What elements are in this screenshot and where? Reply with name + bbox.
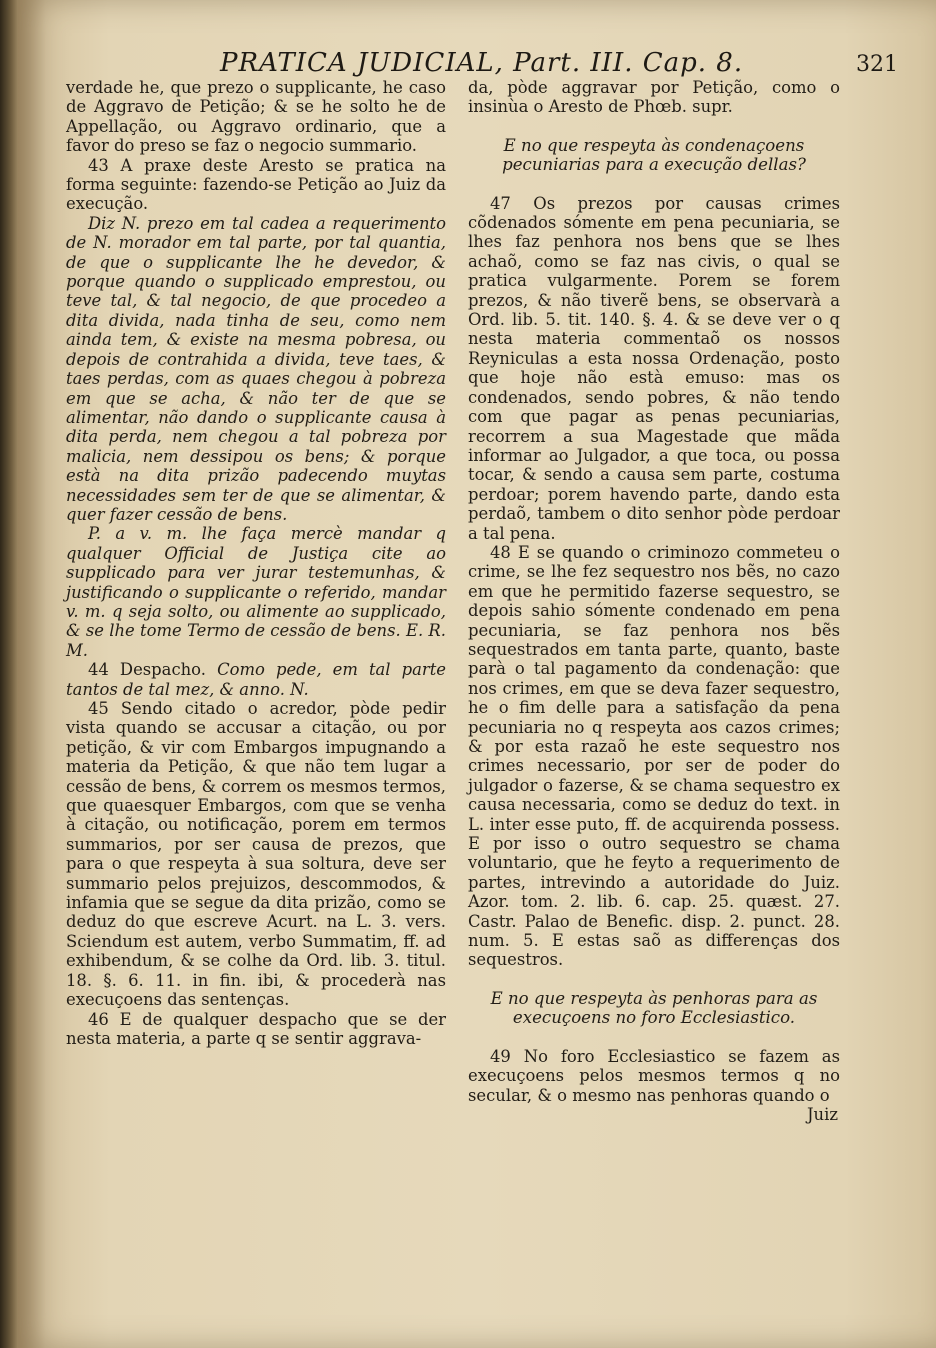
despacho-text: Como pede, em tal parte tantos de tal mez, & anno. N. bbox=[66, 660, 447, 699]
petition-text: Diz N. prezo em tal cadea a requerimento de N. morador em tal parte, por tal quantia, de que o supplicante lhe he devedor, & porque quando o supplicado emprestou, ou teve tal, & tal negocio, de que procedeo a dita divida, nada tinha de seu, como nem ainda tem, & existe na mesma pobresa, ou depois de contrahida a divida, teve taes, & taes perdas, com as quaes chegou à pobreza em que se acha, & não ter de que se alimentar, não dando o supplicante causa à dita perda, nem chegou a tal pobreza por malicia, nem dessipou os bens; & porque està na dita prizão padecendo muytas necessidades sem ter de que se alimentar, & quer fazer cessão de bens. bbox=[66, 213, 446, 524]
left-column bbox=[66, 78, 446, 1048]
paragraph-continuation-right: da, pòde aggravar por Petição, como o insinùa o Aresto de Phœb. supr. bbox=[468, 78, 840, 117]
paragraph-49: 49 No foro Ecclesiastico se fazem as execuçoens pelos mesmos termos q no secular, & o mesmo nas penhoras quando o bbox=[468, 1046, 840, 1105]
petition-request: P. a v. m. lhe faça mercè mandar q qualquer Official de Justiça cite ao supplicado para ver jurar testemunhas, & justificando o supplicante o referido, mandar v. m. q seja solto, ou alimente ao supplicado, & se lhe tome Termo de cessão de bens. E. R. M. bbox=[66, 524, 446, 660]
paragraph-47: 47 Os prezos por causas crimes cõdenados sómente em pena pecuniaria, se lhes faz penhora nos bens que se lhes achaõ, como se faz nas civis, o qual se pratica vulgarmente. Porem se forem prezos, & não tiverẽ bens, se observarà a Ord. lib. 5. tit. 140. §. 4. & se deve ver o q nesta materia commentaõ os nossos Reyniculas a esta nossa Ordenação, posto que hoje não està emuso: mas os condenados, sendo pobres, & não tendo com que pagar as penas pecuniarias, recorrem a sua Magestade que mãda informar ao Julgador, a que toca, ou possa tocar, & sendo a causa sem parte, costuma perdoar; porem havendo parte, dando esta perdaõ, tambem o dito senhor pòde perdoar a tal pena. bbox=[468, 193, 840, 543]
paragraph-44 bbox=[66, 660, 446, 699]
right-column bbox=[468, 78, 840, 1124]
page-number: 321 bbox=[856, 52, 898, 77]
paragraph-45: 45 Sendo citado o acredor, pòde pedir vista quando se accusar a citação, ou por petição, & vir com Embargos impugnando a materia da Petição, & que não tem lugar a cessão de bens, & correm os mesmos termos, que quaesquer Embargos, com que se venha à citação, ou notificação, porem em termos summarios, por ser causa de prezos, que para o que respeyta à sua soltura, deve ser summario pelos prejuizos, descommodos, & infamia que se segue da dita prizão, como se deduz do que escreve Acurt. na L. 3. vers. Sciendum est autem, verbo Summatim, ff. ad exhibendum, & se colhe da Ord. lib. 3. titul. 18. §. 6. 11. in fin. ibi, & procederà nas execuçoens das sentenças. bbox=[66, 699, 446, 1010]
paragraph-48: 48 E se quando o criminozo commeteu o crime, se lhe fez sequestro nos bẽs, no cazo em que he permitido fazerse sequestro, se depois sahio sómente condenado em pena pecuniaria, se faz penhora nos bẽs sequestrados em tanta parte, quanto, baste parà o tal pagamento da condenação: que nos crimes, em que se deva fazer sequestro, he o fim delle para a satisfação da pena pecuniaria no q respeyta aos cazos crimes; & por esta razaõ he este sequestro nos crimes necessario, por ser de poder do julgador o fazerse, & se chama sequestro ex causa necessaria, como se deduz do text. in L. inter esse puto, ff. de acquirenda possess. E por isso o outro sequestro se chama voluntario, que he feyto a requerimento de partes, intrevindo a autoridade do Juiz. Azor. tom. 2. lib. 6. cap. 25. quæst. 27. Castr. Palao de Benefic. disp. 2. punct. 28. num. 5. E estas saõ as differenças dos sequestros. bbox=[468, 542, 840, 970]
paragraph-continuation: verdade he, que prezo o supplicante, he caso de Aggravo de Petição; & se he solto he de Appellação, ou Aggravo ordinario, que a favor do preso se faz o negocio summario. bbox=[66, 78, 446, 156]
page-header bbox=[60, 44, 898, 80]
book-gutter bbox=[0, 0, 18, 1348]
paragraph-46: 46 E de qualquer despacho que se der nesta materia, a parte q se sentir aggrava- bbox=[66, 1009, 446, 1048]
paragraph-43: 43 A praxe deste Aresto se pratica na forma seguinte: fazendo-se Petição ao Juiz da execução. bbox=[66, 155, 446, 214]
section-heading-ecclesiastical: E no que respeyta às penhoras para as execuçoens no foro Ecclesiastico. bbox=[490, 988, 818, 1028]
section-heading-pecuniary: E no que respeyta às condenaçoens pecuniarias para a execução dellas? bbox=[502, 135, 806, 175]
catchword: Juiz bbox=[806, 1104, 838, 1124]
running-title: PRATICA JUDICIAL, Part. III. Cap. 8. bbox=[220, 48, 744, 78]
despacho-label: 44 Despacho. bbox=[88, 660, 206, 680]
